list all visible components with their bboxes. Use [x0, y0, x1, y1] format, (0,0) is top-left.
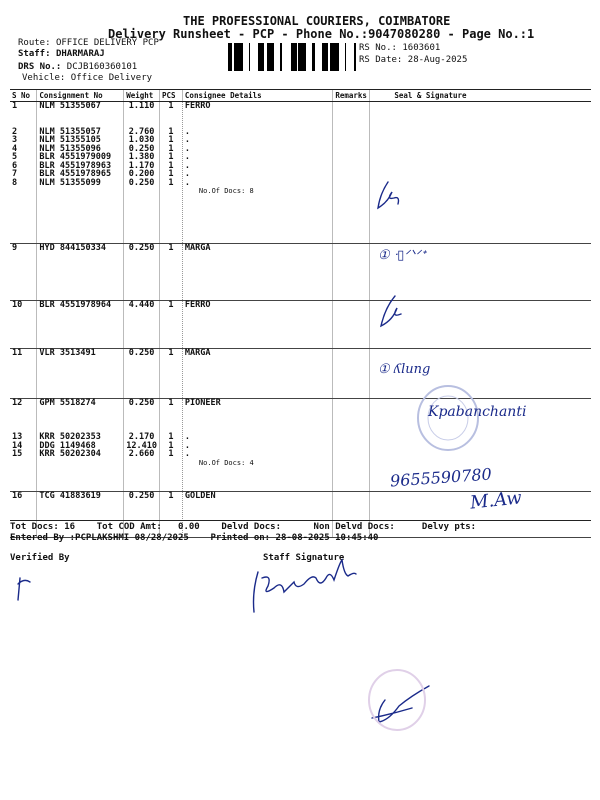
consignee-dot: .: [184, 440, 191, 451]
consignee-name: FERRO: [184, 101, 211, 111]
cell-value-pcs: 1: [168, 101, 174, 111]
cell-value-sno: 11: [12, 348, 23, 358]
cell-value-wt: 0.250: [128, 398, 155, 408]
handwritten-sign-9: ① ᐧ▯ᐟᐠᐟᐩ: [378, 248, 426, 263]
consignee-name: MARGA: [184, 348, 211, 358]
cell-value-pcs: 1: [168, 432, 174, 442]
cell-value-wt: 2.660: [128, 449, 155, 459]
col-consignment: Consignment No: [37, 90, 124, 102]
cell-value-sno: 14: [12, 440, 23, 451]
consignee-dot: .: [184, 152, 191, 162]
cell-value-wt: 0.250: [128, 348, 155, 358]
cell-value-cn: VLR 3513491: [39, 348, 96, 358]
cell-value-wt: 1.030: [128, 135, 155, 145]
cell-value-sno: 5: [12, 152, 18, 162]
verified-signature: [18, 578, 30, 600]
rs-date: RS Date: 28-Aug-2025: [359, 55, 468, 65]
cell-value-sno: 10: [12, 300, 23, 310]
consignee-dot: .: [184, 432, 191, 442]
cell-value-sno: 6: [12, 160, 18, 171]
consignee-dot: .: [184, 160, 191, 171]
cell-value-sno: 9: [12, 243, 18, 253]
cell-value-cn: NLM 51355096: [39, 143, 101, 154]
cell-value-cn: HYD 844150334: [39, 243, 106, 253]
cell-value-cn: BLR 4551978964: [39, 300, 112, 310]
verified-by-label: Verified By: [10, 553, 70, 563]
cell-value-cn: BLR 4551979009: [39, 152, 112, 162]
staff-signature: [254, 560, 357, 612]
consignee-name: GOLDEN: [184, 491, 216, 501]
cell-value-pcs: 1: [168, 300, 174, 310]
staff-line: Staff: DHARMARAJ: [18, 49, 105, 59]
cell-value-pcs: 1: [168, 177, 174, 188]
cell-value-cn: GPM 5518274: [39, 398, 96, 408]
cell-value-sno: 15: [12, 449, 23, 459]
docs-count-note: No.Of Docs: 8: [198, 187, 254, 195]
vehicle-line: Vehicle: Office Delivery: [22, 73, 153, 83]
cell-value-wt: 0.250: [128, 243, 155, 253]
staff-signature-label: Staff Signature: [263, 553, 345, 563]
consignee-dot: .: [184, 169, 191, 179]
cell-value-sno: 1: [12, 101, 18, 111]
col-sno: S No: [10, 90, 37, 102]
cell-value-pcs: 1: [168, 398, 174, 408]
consignee-dot: .: [184, 143, 191, 154]
cell-value-cn: NLM 51355099: [39, 177, 101, 188]
col-remarks: Remarks: [333, 90, 370, 102]
handwritten-sign-11: ① ʎlung: [378, 362, 431, 377]
cell-value-wt: 12.410: [126, 440, 157, 451]
cell-value-cn: DDG 1149468: [39, 440, 96, 451]
consignee-dot: .: [184, 449, 191, 459]
cell-value-sno: 12: [12, 398, 23, 408]
cell-value-pcs: 1: [168, 126, 174, 137]
cell-value-sno: 3: [12, 135, 18, 145]
drs-line: DRS No.: DCJB160360101: [18, 62, 138, 72]
cell-value-pcs: 1: [168, 243, 174, 253]
cell-value-pcs: 1: [168, 135, 174, 145]
cell-value-cn: KRR 50202353: [39, 432, 101, 442]
cell-value-wt: 1.110: [128, 101, 155, 111]
col-consignee: Consignee Details: [182, 90, 332, 102]
cell-value-sno: 7: [12, 169, 18, 179]
consignee-name: MARGA: [184, 243, 211, 253]
cell-value-wt: 0.250: [128, 177, 155, 188]
handwritten-phone: 9655590780: [389, 464, 493, 491]
col-pcs: PCS: [159, 90, 182, 102]
col-weight: Weight: [124, 90, 160, 102]
cell-value-wt: 1.170: [128, 160, 155, 171]
cell-value-wt: 4.440: [128, 300, 155, 310]
cell-value-cn: TCG 41883619: [39, 491, 101, 501]
cell-value-pcs: 1: [168, 449, 174, 459]
signature-mark-1: [378, 182, 399, 208]
runsheet-subtitle: Delivery Runsheet - PCP - Phone No.:9047080280 - Page No.:1: [108, 27, 535, 41]
cell-value-pcs: 1: [168, 491, 174, 501]
cell-value-sno: 8: [12, 177, 18, 188]
cell-value-sno: 13: [12, 432, 23, 442]
consignee-name: FERRO: [184, 300, 211, 310]
cell-value-pcs: 1: [168, 348, 174, 358]
consignee-dot: .: [184, 126, 191, 137]
cell-value-cn: NLM 51355067: [39, 101, 101, 111]
cell-value-pcs: 1: [168, 169, 174, 179]
cell-value-pcs: 1: [168, 143, 174, 154]
consignee-dot: .: [184, 135, 191, 145]
cell-value-pcs: 1: [168, 440, 174, 451]
cell-value-sno: 2: [12, 126, 18, 137]
cell-value-pcs: 1: [168, 160, 174, 171]
cell-value-cn: NLM 51355105: [39, 135, 101, 145]
stamp-ring-bottom: [369, 670, 425, 730]
cell-value-cn: BLR 4551978965: [39, 169, 112, 179]
cell-value-sno: 16: [12, 491, 23, 501]
cell-value-wt: 0.250: [128, 143, 155, 154]
entered-line: Entered By :PCPLAKSHMI 08/28/2025 Printed on: 28-08-2025 10:45:40: [10, 533, 379, 543]
consignee-name: PIONEER: [184, 398, 221, 408]
route-line: Route: OFFICE DELIVERY PCP: [18, 38, 159, 48]
rs-number: RS No.: 1603601: [359, 43, 441, 53]
cell-value-wt: 0.200: [128, 169, 155, 179]
cell-value-cn: BLR 4551978963: [39, 160, 112, 171]
cell-value-cn: NLM 51355057: [39, 126, 101, 137]
cell-value-sno: 4: [12, 143, 18, 154]
signature-mark-3: [381, 296, 401, 326]
col-seal: Seal & Signature: [370, 90, 591, 102]
handwritten-stamp-name: Kpabanchanti: [428, 404, 527, 420]
cell-value-cn: KRR 50202304: [39, 449, 101, 459]
consignee-dot: .: [184, 177, 191, 188]
cell-value-wt: 2.760: [128, 126, 155, 137]
cell-value-wt: 2.170: [128, 432, 155, 442]
handwritten-initials: M.Aw: [469, 487, 523, 514]
docs-count-note: No.Of Docs: 4: [198, 458, 254, 467]
cell-value-wt: 0.250: [128, 491, 155, 501]
totals-line: Tot Docs: 16 Tot COD Amt: 0.00 Delvd Docs: Non Delvd Docs: Delvy pts:: [10, 522, 477, 532]
cell-value-pcs: 1: [168, 152, 174, 162]
company-title: THE PROFESSIONAL COURIERS, COIMBATORE: [183, 14, 451, 28]
cell-value-wt: 1.380: [128, 152, 155, 162]
